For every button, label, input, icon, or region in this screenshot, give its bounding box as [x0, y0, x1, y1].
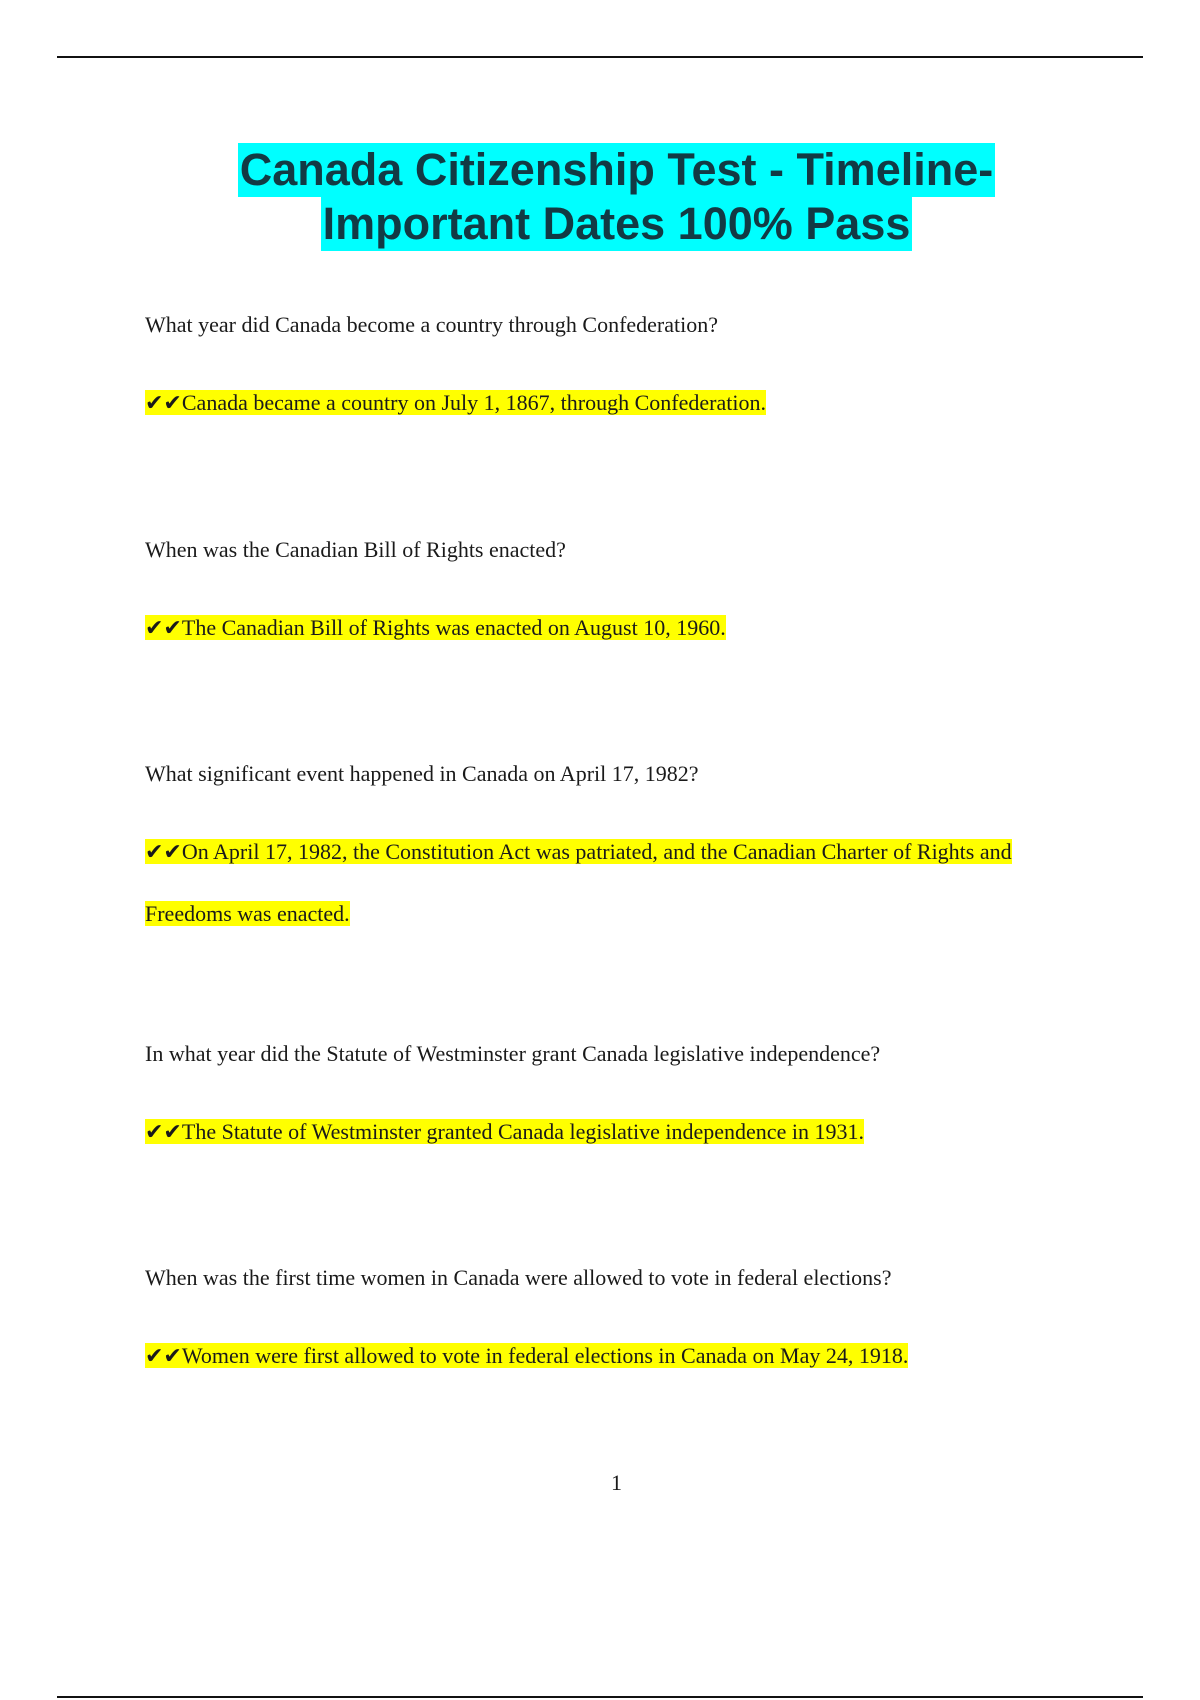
check-mark-icon: ✔✔: [145, 1344, 182, 1369]
question-4: In what year did the Statute of Westminster grant Canada legislative independence?: [145, 1041, 881, 1066]
answer-4: [145, 1101, 1065, 1163]
question-5: When was the first time women in Canada were allowed to vote in federal elections?: [145, 1265, 892, 1290]
check-mark-icon: ✔✔: [145, 1120, 182, 1145]
answer-3-text: On April 17, 1982, the Constitution Act was patriated, and the Canadian Charter of Rights and Freedoms was enacted.: [145, 839, 1012, 926]
check-mark-icon: ✔✔: [145, 616, 182, 641]
answer-5: [145, 1325, 1065, 1387]
question-2: When was the Canadian Bill of Rights enacted?: [145, 537, 566, 562]
check-mark-icon: ✔✔: [145, 840, 182, 865]
answer-1-text: Canada became a country on July 1, 1867, through Confederation.: [181, 390, 766, 415]
answer-5-text: Women were first allowed to vote in federal elections in Canada on May 24, 1918.: [181, 1343, 909, 1368]
answer-1: [145, 372, 1065, 434]
title-line-2: Important Dates 100% Pass: [322, 198, 911, 249]
bottom-rule: [57, 1696, 1143, 1698]
answer-3: [145, 821, 1065, 944]
question-1: What year did Canada become a country through Confederation?: [145, 312, 718, 337]
answer-2: [145, 597, 1065, 659]
title-line-1: Canada Citizenship Test - Timeline-: [239, 144, 994, 195]
top-rule: [57, 56, 1143, 58]
question-3: What significant event happened in Canada on April 17, 1982?: [145, 761, 699, 786]
check-mark-icon: ✔✔: [145, 391, 182, 416]
answer-2-text: The Canadian Bill of Rights was enacted on August 10, 1960.: [181, 615, 726, 640]
document-title: [0, 143, 1200, 251]
answer-4-text: The Statute of Westminster granted Canada legislative independence in 1931.: [181, 1119, 864, 1144]
page-number: 1: [611, 1470, 622, 1495]
